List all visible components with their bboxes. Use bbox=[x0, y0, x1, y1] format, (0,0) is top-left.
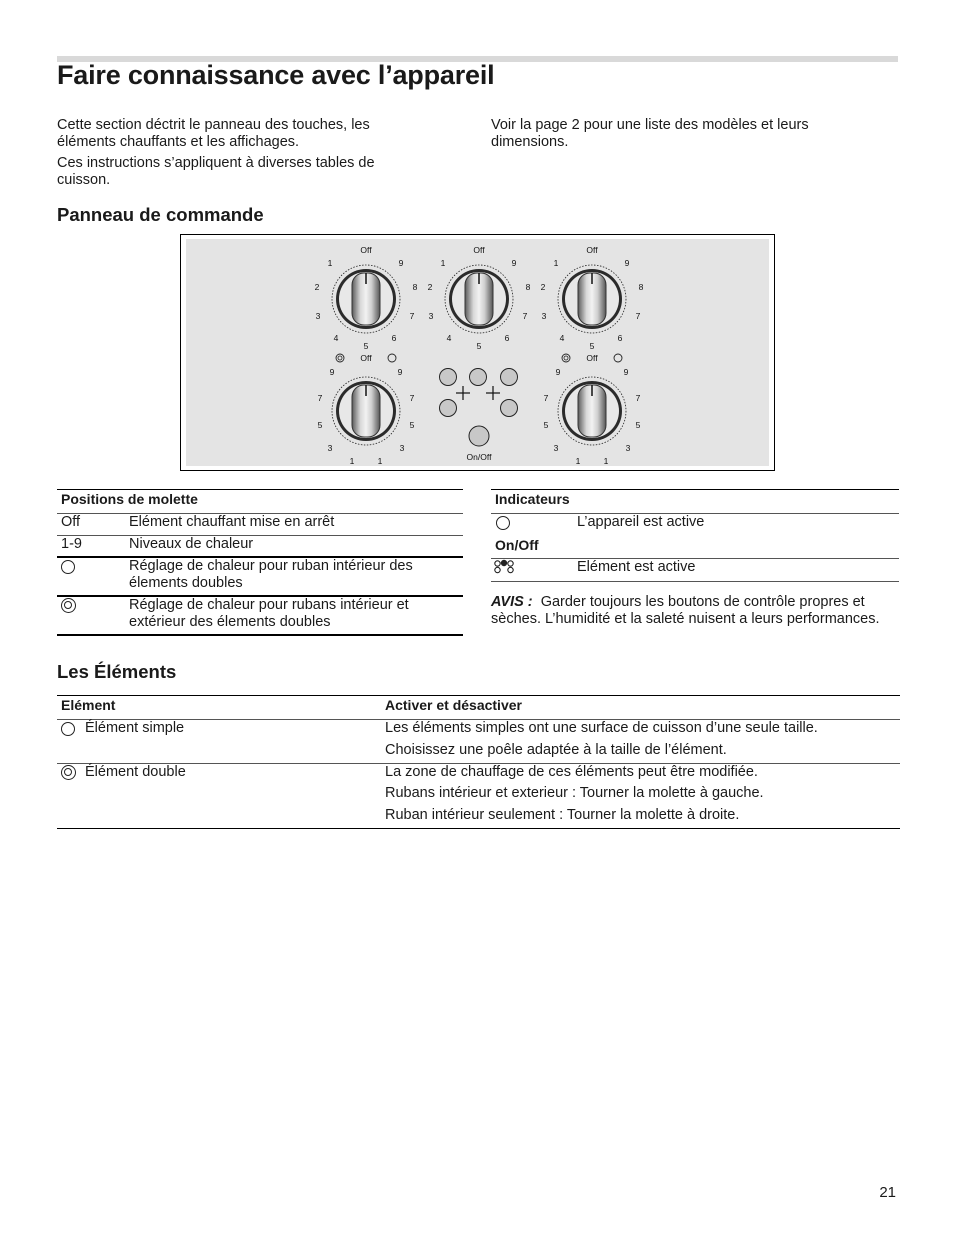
positions-table-top-rule bbox=[57, 489, 463, 490]
knob-scale-label: 9 bbox=[398, 258, 404, 268]
elements-table-bottom-rule bbox=[57, 828, 900, 829]
knob-scale-label: 1 bbox=[603, 456, 609, 466]
single-ring-icon bbox=[61, 722, 75, 736]
indicator-button bbox=[470, 369, 487, 386]
knob-scale-label: 9 bbox=[397, 367, 403, 377]
knob-scale-label: 9 bbox=[624, 258, 630, 268]
knob-scale-label: 6 bbox=[391, 333, 397, 343]
knob-scale-label: 4 bbox=[559, 333, 565, 343]
knob-scale-label: 5 bbox=[589, 341, 595, 351]
position-desc-levels: Niveaux de chaleur bbox=[129, 536, 254, 552]
knob-scale-label: 3 bbox=[553, 443, 559, 453]
knob-scale-label: 1 bbox=[440, 258, 446, 268]
indicator-desc-element: Elément est active bbox=[577, 559, 696, 575]
indicator-button bbox=[440, 369, 457, 386]
elements-col-element: Elément bbox=[61, 697, 116, 713]
knob-scale-label: 3 bbox=[327, 443, 333, 453]
double-ring-indicator bbox=[336, 354, 344, 362]
knob-scale-label: 3 bbox=[428, 311, 434, 321]
knob-scale-label: 3 bbox=[541, 311, 547, 321]
knob-scale-label: 9 bbox=[623, 367, 629, 377]
knob-scale-label: Off bbox=[586, 353, 598, 363]
position-desc-inner: Réglage de chaleur pour ruban intérieur des élements doubles bbox=[129, 558, 413, 591]
knob-scale-label: Off bbox=[360, 245, 372, 255]
knob-scale-label: 1 bbox=[327, 258, 333, 268]
double-ring-icon bbox=[61, 765, 76, 780]
indicator-button bbox=[501, 369, 518, 386]
knob-scale-label: 7 bbox=[409, 393, 415, 403]
on-off-label: On/Off bbox=[466, 452, 492, 462]
knob-scale-label: 7 bbox=[522, 311, 528, 321]
knob-scale-label: 5 bbox=[543, 420, 549, 430]
single-ring-indicator bbox=[614, 354, 622, 362]
knob-scale-label: 5 bbox=[409, 420, 415, 430]
knob-scale-label: 7 bbox=[543, 393, 549, 403]
page-number: 21 bbox=[879, 1184, 896, 1201]
knob-scale-label: 5 bbox=[476, 341, 482, 351]
positions-row-rule bbox=[57, 535, 463, 536]
elements-col-activate: Activer et désactiver bbox=[385, 697, 522, 713]
knob-scale-label: 6 bbox=[504, 333, 510, 343]
single-ring-indicator bbox=[388, 354, 396, 362]
indicators-bottom-rule bbox=[491, 581, 899, 582]
notice-label: AVIS : bbox=[491, 594, 533, 610]
element-double-name: Élément double bbox=[85, 764, 186, 780]
indicator-desc-active: L’appareil est active bbox=[577, 514, 705, 530]
knob-scale-label: 8 bbox=[525, 282, 531, 292]
knob-scale-label: 3 bbox=[315, 311, 321, 321]
double-ring-indicator bbox=[562, 354, 570, 362]
double-ring-indicator-inner bbox=[564, 356, 568, 360]
indicator-button bbox=[501, 400, 518, 417]
knob-scale-label: 6 bbox=[617, 333, 623, 343]
element-double-line-2: Rubans intérieur et exterieur : Tourner la molette à gauche. bbox=[385, 785, 764, 801]
dots-cluster-icon bbox=[493, 559, 515, 577]
position-desc-double: Réglage de chaleur pour rubans intérieur et extérieur des élements doubles bbox=[129, 597, 409, 630]
knob-scale-label: 9 bbox=[511, 258, 517, 268]
knob-scale-label: 7 bbox=[635, 393, 641, 403]
page-title: Faire connaissance avec l’appareil bbox=[57, 60, 495, 90]
control-panel-figure bbox=[180, 234, 775, 471]
knob-scale-label: 2 bbox=[427, 282, 433, 292]
knob-scale-label: 1 bbox=[349, 456, 355, 466]
element-double-line-3: Ruban intérieur seulement : Tourner la molette à droite. bbox=[385, 807, 740, 823]
knob-scale-label: Off bbox=[586, 245, 598, 255]
elements-heading: Les Éléments bbox=[57, 661, 177, 682]
knob-scale-label: 4 bbox=[446, 333, 452, 343]
knob-scale-label: 5 bbox=[363, 341, 369, 351]
indicators-table-header: Indicateurs bbox=[495, 491, 570, 507]
on-off-button bbox=[469, 426, 489, 446]
double-ring-icon bbox=[61, 598, 76, 613]
knob-scale-label: 1 bbox=[377, 456, 383, 466]
knob-scale-label: 9 bbox=[555, 367, 561, 377]
control-panel-illustration bbox=[186, 239, 769, 466]
single-ring-icon bbox=[496, 516, 510, 530]
knob-scale-label: 2 bbox=[314, 282, 320, 292]
knob-scale-label: 8 bbox=[638, 282, 644, 292]
knob-scale-label: 5 bbox=[317, 420, 323, 430]
knob-scale-label: 1 bbox=[575, 456, 581, 466]
position-desc-off: Elément chauffant mise en arrêt bbox=[129, 514, 335, 530]
elements-table-top-rule bbox=[57, 695, 900, 696]
positions-table-bottom-rule bbox=[57, 634, 463, 636]
knob-scale-label: 7 bbox=[635, 311, 641, 321]
intro-paragraph-2: Ces instructions s’appliquent à diverses tables de cuisson. bbox=[57, 155, 375, 188]
element-double-line-1: La zone de chauffage de ces éléments peut être modifiée. bbox=[385, 764, 758, 780]
knob-scale-label: 7 bbox=[409, 311, 415, 321]
knob-scale-label: 4 bbox=[333, 333, 339, 343]
knob-scale-label: Off bbox=[360, 353, 372, 363]
notice-text: Garder toujours les boutons de contrôle propres et sèches. L’humidité et la saleté nuisent a leurs performances. bbox=[491, 594, 880, 627]
element-simple-line-1: Les éléments simples ont une surface de cuisson d’une seule taille. bbox=[385, 720, 818, 736]
knob-scale-label: 7 bbox=[317, 393, 323, 403]
position-key-off: Off bbox=[61, 514, 81, 530]
knob-scale-label: 3 bbox=[625, 443, 631, 453]
indicator-button bbox=[440, 400, 457, 417]
control-panel-background bbox=[186, 239, 769, 466]
indicator-key-onoff: On/Off bbox=[495, 537, 539, 553]
notice-paragraph bbox=[491, 594, 896, 628]
knob-scale-label: Off bbox=[473, 245, 485, 255]
knob-scale-label: 3 bbox=[399, 443, 405, 453]
positions-table-header: Positions de molette bbox=[61, 491, 198, 507]
position-key-levels: 1-9 bbox=[61, 536, 82, 552]
panel-heading: Panneau de commande bbox=[57, 204, 264, 225]
element-simple-name: Élément simple bbox=[85, 720, 185, 736]
indicators-table-top-rule bbox=[491, 489, 899, 490]
double-ring-indicator-inner bbox=[338, 356, 342, 360]
intro-paragraph-3: Voir la page 2 pour une liste des modèles et leurs dimensions. bbox=[491, 117, 809, 150]
intro-paragraph-1: Cette section déctrit le panneau des touches, les éléments chauffants et les affichages. bbox=[57, 117, 370, 150]
knob-scale-label: 8 bbox=[412, 282, 418, 292]
knob-scale-label: 1 bbox=[553, 258, 559, 268]
knob-scale-label: 9 bbox=[329, 367, 335, 377]
single-ring-icon bbox=[61, 560, 75, 574]
element-simple-line-2: Choisissez une poêle adaptée à la taille de l’élément. bbox=[385, 742, 727, 758]
knob-scale-label: 2 bbox=[540, 282, 546, 292]
knob-scale-label: 5 bbox=[635, 420, 641, 430]
